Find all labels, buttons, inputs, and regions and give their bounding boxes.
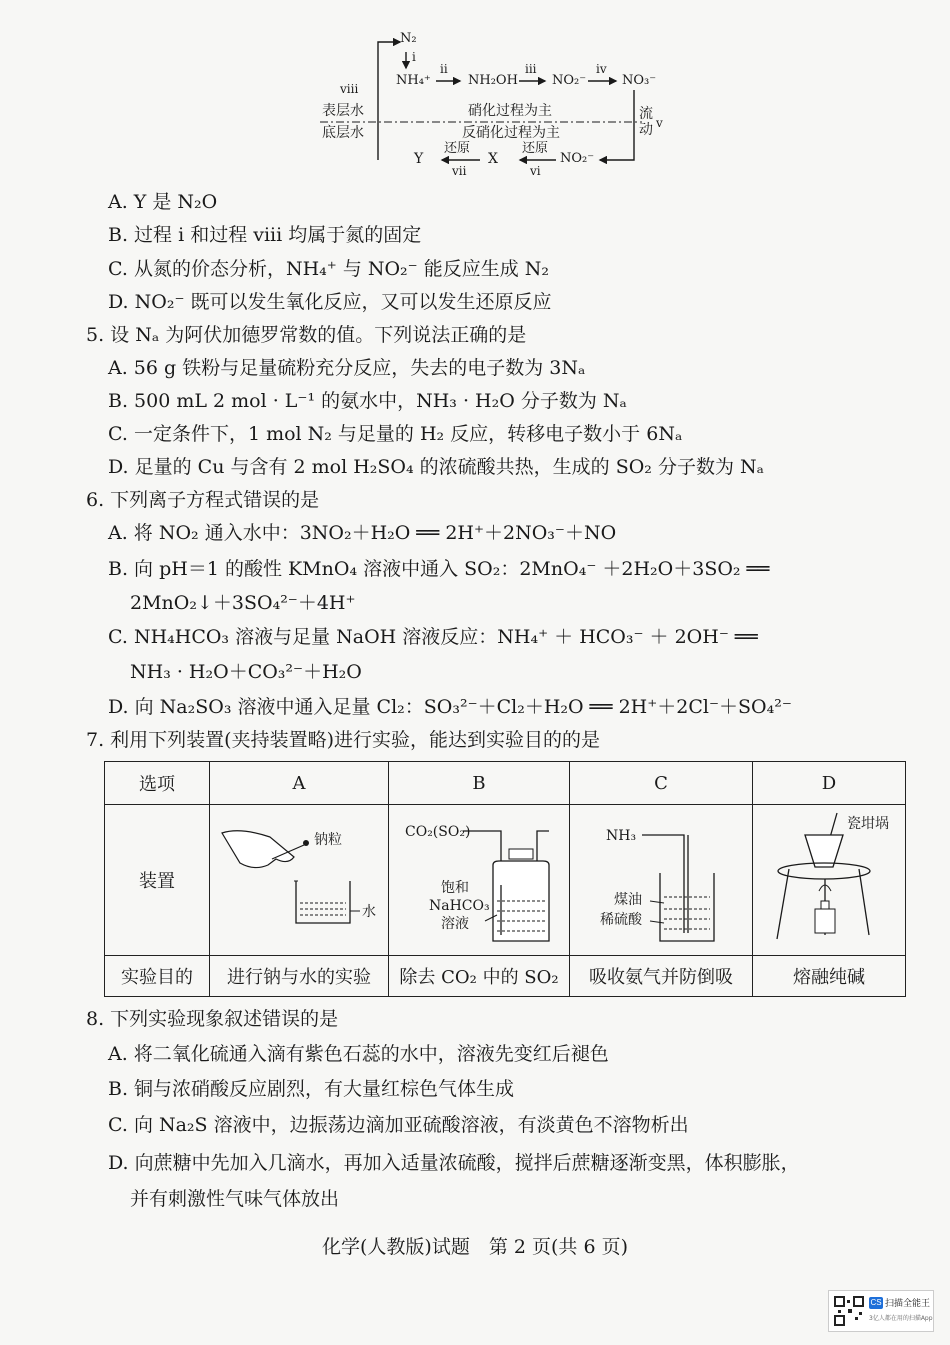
viii-arrow	[378, 42, 400, 160]
q8-option-c: C. 向 Na₂S 溶液中，边振荡边滴加亚硫酸溶液，有淡黄色不溶物析出	[108, 1114, 689, 1136]
scanner-tagline: 3亿人都在用的扫描App	[869, 1315, 933, 1322]
nitrification-label: 硝化过程为主	[468, 103, 552, 119]
purpose-a: 进行钠与水的实验	[210, 956, 389, 997]
header-b: B	[389, 762, 570, 805]
v-arrow	[600, 90, 634, 160]
saturated-label: 饱和	[441, 880, 469, 896]
denitrification-label: 反硝化过程为主	[462, 125, 560, 141]
apparatus-a	[210, 805, 389, 956]
q4-option-b: B. 过程 i 和过程 viii 均属于氮的固定	[108, 224, 422, 246]
step-ii-label: ii	[440, 62, 448, 76]
dilute-sulfuric-label: 稀硫酸	[600, 912, 642, 928]
crucible-label: 瓷坩埚	[847, 816, 889, 832]
q4-option-c: C. 从氮的价态分析，NH₄⁺ 与 NO₂⁻ 能反应生成 N₂	[108, 258, 550, 280]
surface-water-label: 表层水	[322, 103, 364, 119]
reduce-vii-label: 还原	[444, 141, 471, 156]
q6-option-c-line2: NH₃ · H₂O＋CO₃²⁻＋H₂O	[130, 661, 362, 683]
hand-beaker-figure	[210, 805, 388, 955]
apparatus-c	[570, 805, 753, 956]
purpose-d: 熔融纯碱	[753, 956, 906, 997]
step-vi-label: vi	[530, 164, 541, 178]
no2-top-label: NO₂⁻	[552, 73, 587, 88]
nahco3-label: NaHCO₃	[429, 898, 490, 914]
ammonia-absorb-figure	[570, 805, 752, 955]
step-viii-label: viii	[340, 82, 359, 96]
apparatus-d	[753, 805, 906, 956]
header-c: C	[570, 762, 753, 805]
q7-table	[104, 761, 906, 996]
q6-option-a: A. 将 NO₂ 通入水中：3NO₂＋H₂O ══ 2H⁺＋2NO₃⁻＋NO	[108, 522, 617, 544]
q7-stem: 7. 利用下列装置(夹持装置略)进行实验，能达到实验目的的是	[86, 729, 600, 751]
nh3-label: NH₃	[606, 828, 637, 844]
q6-option-c-line1: C. NH₄HCO₃ 溶液与足量 NaOH 溶液反应：NH₄⁺ ＋ HCO₃⁻ ＋ 2OH⁻ ══	[108, 626, 758, 648]
step-vii-label: vii	[452, 164, 467, 178]
step-v-label: v	[656, 116, 663, 130]
header-option: 选项	[105, 762, 210, 805]
camscanner-logo-icon: CS	[870, 1298, 882, 1307]
nitrogen-cycle-diagram	[320, 28, 663, 178]
flow-label: 流动	[639, 106, 653, 138]
scanner-watermark	[828, 1290, 934, 1332]
q5-option-d: D. 足量的 Cu 与含有 2 mol H₂SO₄ 的浓硫酸共热，生成的 SO₂ 分子数为 Nₐ	[108, 456, 764, 478]
q6-stem: 6. 下列离子方程式错误的是	[86, 489, 320, 511]
nh4-label: NH₄⁺	[396, 73, 431, 88]
row-purpose-label: 实验目的	[105, 956, 210, 997]
nh2oh-label: NH₂OH	[468, 73, 518, 88]
q5-stem: 5. 设 Nₐ 为阿伏加德罗常数的值。下列说法正确的是	[86, 324, 527, 346]
qr-code-icon	[834, 1296, 864, 1326]
reduce-vi-label: 还原	[522, 141, 549, 156]
q6-option-b-line2: 2MnO₂↓＋3SO₄²⁻＋4H⁺	[130, 592, 356, 614]
purpose-c: 吸收氨气并防倒吸	[570, 956, 753, 997]
step-iv-label: iv	[596, 62, 607, 76]
co2-so2-label: CO₂(SO₂)	[405, 824, 471, 840]
bottom-water-label: 底层水	[322, 125, 364, 141]
q8-option-a: A. 将二氧化硫通入滴有紫色石蕊的水中，溶液先变红后褪色	[108, 1043, 609, 1065]
q6-option-d: D. 向 Na₂SO₃ 溶液中通入足量 Cl₂：SO₃²⁻＋Cl₂＋H₂O ══ 2H⁺＋2Cl⁻＋SO₄²⁻	[108, 696, 792, 718]
q5-option-c: C. 一定条件下，1 mol N₂ 与足量的 H₂ 反应，转移电子数小于 6Nₐ	[108, 423, 683, 445]
no3-label: NO₃⁻	[622, 73, 657, 88]
y-label: Y	[414, 151, 424, 167]
solution-label: 溶液	[441, 916, 469, 932]
page-footer: 化学(人教版)试题 第 2 页(共 6 页)	[322, 1236, 628, 1258]
q5-option-b: B. 500 mL 2 mol · L⁻¹ 的氨水中，NH₃ · H₂O 分子数为 Nₐ	[108, 390, 627, 412]
header-d: D	[753, 762, 906, 805]
apparatus-b	[389, 805, 570, 956]
q8-option-d-line1: D. 向蔗糖中先加入几滴水，再加入适量浓硫酸，搅拌后蔗糖逐渐变黑，体积膨胀，	[108, 1152, 800, 1174]
q8-option-d-line2: 并有刺激性气味气体放出	[130, 1188, 340, 1210]
header-a: A	[210, 762, 389, 805]
x-label: X	[488, 151, 498, 167]
q8-option-b: B. 铜与浓硝酸反应剧烈，有大量红棕色气体生成	[108, 1078, 515, 1100]
q6-option-b-line1: B. 向 pH＝1 的酸性 KMnO₄ 溶液中通入 SO₂：2MnO₄⁻ ＋2H₂O＋3SO₂ ══	[108, 558, 770, 580]
scanner-brand: 扫描全能王	[885, 1299, 931, 1309]
kerosene-label: 煤油	[614, 892, 642, 908]
purpose-b: 除去 CO₂ 中的 SO₂	[389, 956, 570, 997]
no2-bottom-label: NO₂⁻	[560, 151, 595, 166]
step-iii-label: iii	[525, 62, 537, 76]
q8-stem: 8. 下列实验现象叙述错误的是	[86, 1008, 339, 1030]
q5-option-a: A. 56 g 铁粉与足量硫粉充分反应，失去的电子数为 3Nₐ	[108, 357, 586, 379]
water-label: 水	[362, 904, 376, 920]
n2-label: N₂	[400, 31, 417, 46]
sodium-label: 钠粒	[314, 832, 342, 848]
q4-option-d: D. NO₂⁻ 既可以发生氧化反应，又可以发生还原反应	[108, 291, 552, 313]
step-i-label: i	[412, 50, 416, 64]
row-apparatus-label: 装置	[105, 805, 210, 956]
q4-option-a: A. Y 是 N₂O	[108, 191, 218, 213]
